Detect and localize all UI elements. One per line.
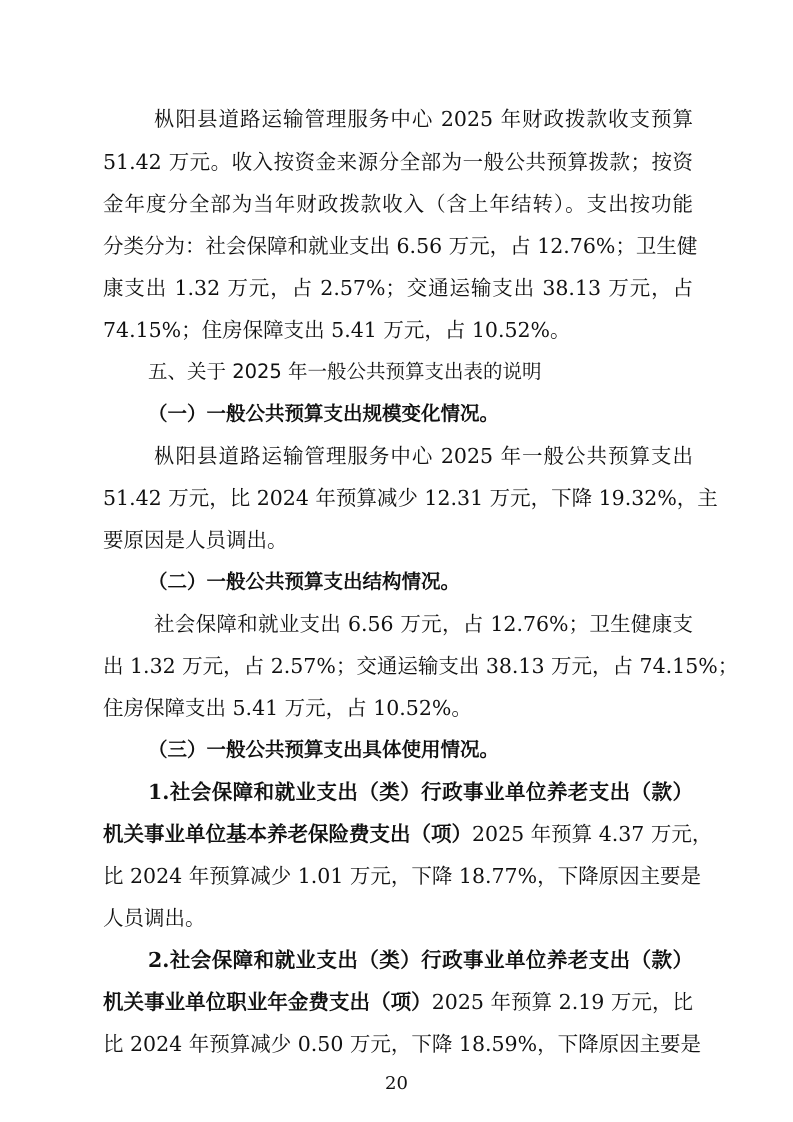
paragraph-line: 要原因是人员调出。 <box>103 528 288 552</box>
subsection-heading-2: （二）一般公共预算支出结构情况。 <box>148 570 461 593</box>
paragraph-line: 51.42 万元，比 2024 年预算减少 12.31 万元，下降 19.32%，主 <box>103 486 718 510</box>
item-2-detail: 2025 年预算 2.19 万元，比 <box>431 990 694 1014</box>
paragraph-line: 出 1.32 万元，占 2.57%；交通运输支出 38.13 万元，占 74.15%； <box>103 654 739 678</box>
paragraph-line: 金年度分全部为当年财政拨款收入（含上年结转）。支出按功能 <box>103 192 693 216</box>
item-2-subject: 机关事业单位职业年金费支出（项） <box>103 990 432 1014</box>
item-1-heading: 1.社会保障和就业支出（类）行政事业单位养老支出（款） <box>148 780 693 804</box>
paragraph-line: 分类分为：社会保障和就业支出 6.56 万元，占 12.76%；卫生健 <box>103 234 698 258</box>
page-number: 20 <box>385 1073 408 1094</box>
item-1-subject: 机关事业单位基本养老保险费支出（项） <box>103 822 472 846</box>
paragraph-line: 74.15%；住房保障支出 5.41 万元，占 10.52%。 <box>103 318 571 342</box>
item-2-heading: 2.社会保障和就业支出（类）行政事业单位养老支出（款） <box>148 948 693 972</box>
paragraph-line: 枞阳县道路运输管理服务中心 2025 年财政拨款收支预算 <box>154 107 693 131</box>
paragraph-line: 比 2024 年预算减少 1.01 万元，下降 18.77%，下降原因主要是 <box>103 864 702 888</box>
paragraph-line: 社会保障和就业支出 6.56 万元，占 12.76%；卫生健康支 <box>154 612 693 636</box>
paragraph-line: 住房保障支出 5.41 万元，占 10.52%。 <box>103 696 472 720</box>
item-1-line <box>103 819 713 849</box>
paragraph-line: 51.42 万元。收入按资金来源分全部为一般公共预算拨款；按资 <box>103 150 693 174</box>
item-2-line <box>103 987 693 1017</box>
paragraph-line: 康支出 1.32 万元，占 2.57%；交通运输支出 38.13 万元，占 <box>103 276 693 300</box>
section-heading: 五、关于 2025 年一般公共预算支出表的说明 <box>148 360 542 383</box>
paragraph-line: 比 2024 年预算减少 0.50 万元，下降 18.59%，下降原因主要是 <box>103 1032 702 1056</box>
paragraph-line: 人员调出。 <box>103 906 206 930</box>
subsection-heading-1: （一）一般公共预算支出规模变化情况。 <box>148 402 500 425</box>
paragraph-line: 枞阳县道路运输管理服务中心 2025 年一般公共预算支出 <box>154 444 693 468</box>
item-1-detail: 2025 年预算 4.37 万元， <box>472 822 713 846</box>
subsection-heading-3: （三）一般公共预算支出具体使用情况。 <box>148 738 500 761</box>
